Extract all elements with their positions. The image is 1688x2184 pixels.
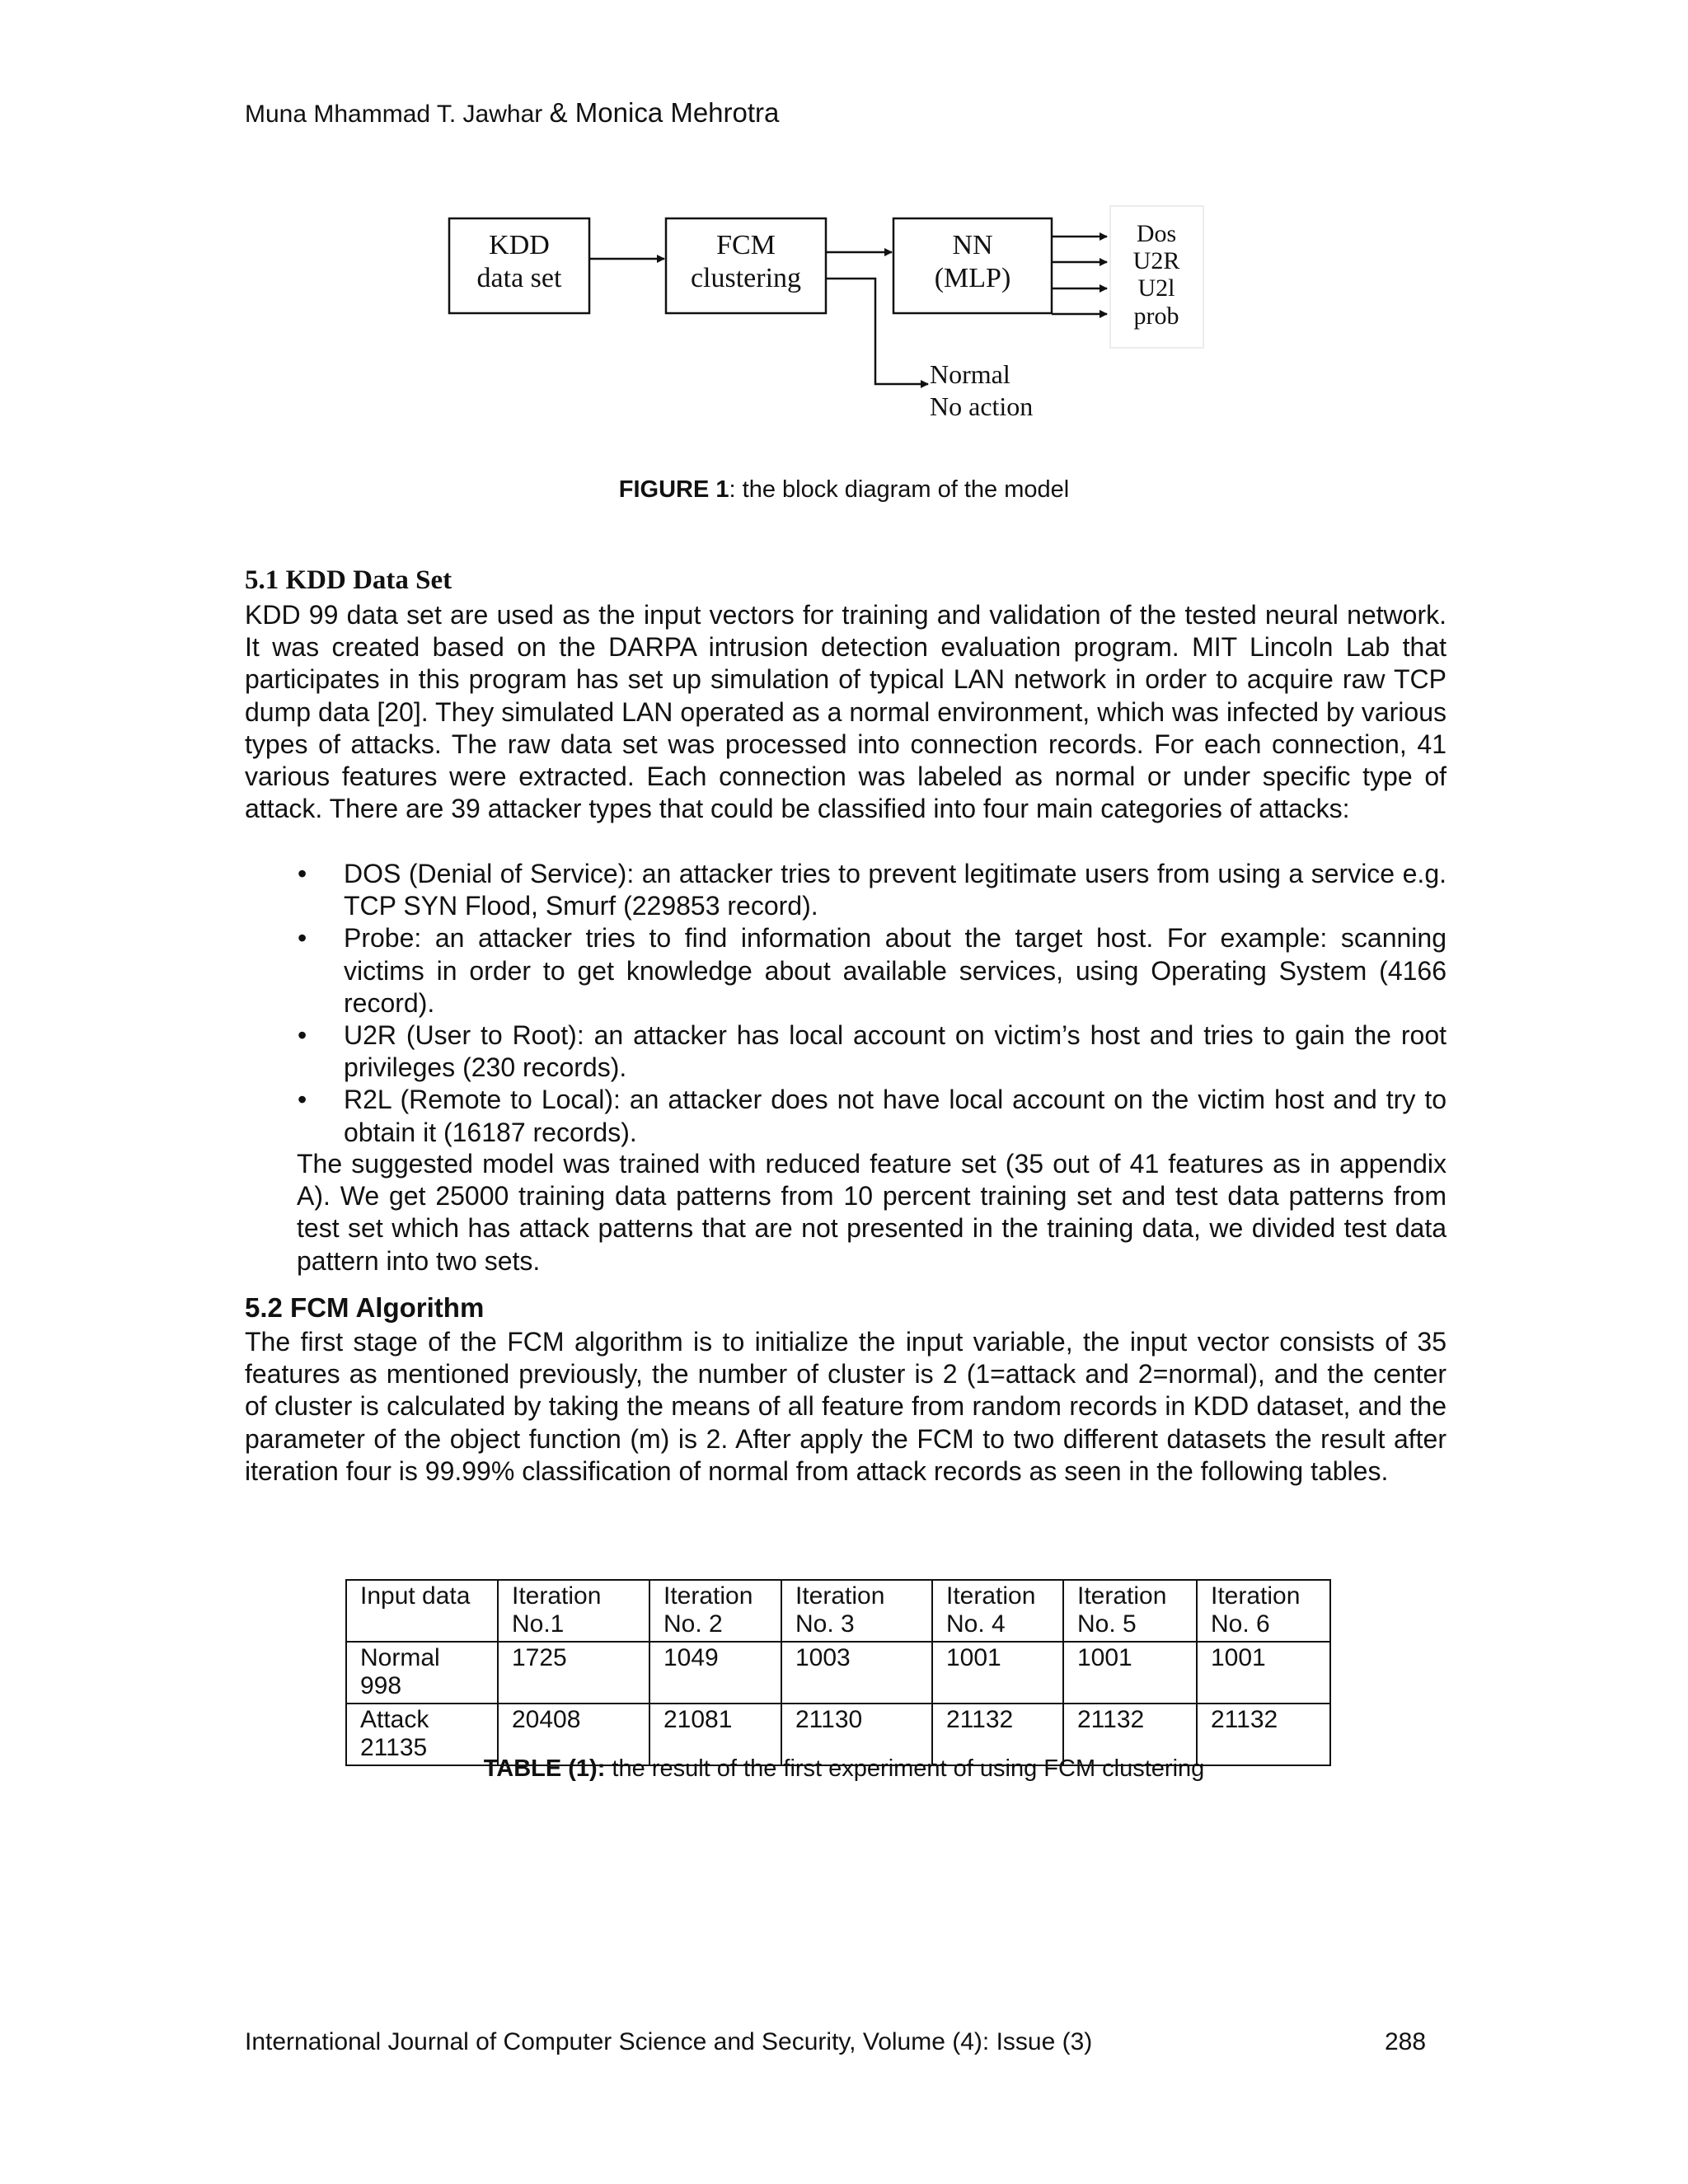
header-cell [781,1580,932,1642]
bullet-icon: • [298,1085,307,1115]
table-caption [0,1755,1688,1783]
normal-label: Normal [930,359,1010,389]
bullet-icon: • [298,1020,307,1051]
row-label-count: 998 [360,1672,402,1699]
section-5-1-heading: 5.1 KDD Data Set [245,565,452,595]
kdd-label-2: data set [476,263,562,293]
table-row [346,1642,1330,1704]
header-cell [498,1580,649,1642]
header-text: No. 2 [663,1610,723,1638]
figure-caption-text: : the block diagram of the model [729,476,1070,503]
table-cell: 1001 [1197,1642,1330,1704]
attack-categories-list [245,858,1447,1149]
kdd-label-1: KDD [489,230,550,260]
section-5-1-closing: The suggested model was trained with reduced feature set (35 out of 41 features as in appendix A). We get 25000 training data patterns from 10 percent training set and test data patterns from test set which has attack patterns that are not presented in the training data, we divided test data pattern into two sets. [297,1149,1447,1276]
header-authors-1: Muna Mhammad T. Jawhar [245,101,543,128]
table-cell: 1049 [649,1642,781,1704]
list-item [245,1019,1447,1084]
list-item-text: R2L (Remote to Local): an attacker does not have local account on the victim host and try to obtain it (16187 records). [344,1085,1447,1147]
table-cell: 21132 [1063,1704,1197,1765]
list-item [245,858,1447,922]
table-caption-text: the result of the first experiment of using FCM clustering [605,1755,1205,1782]
table-cell: 21132 [932,1704,1063,1765]
figure-caption-label: FIGURE 1 [618,476,729,503]
table-cell: 1001 [1063,1642,1197,1704]
list-item-text: Probe: an attacker tries to find information about the target host. For example: scanning victims in order to get knowledge about available services, using Operating System (4166 record). [344,923,1447,1018]
header-text: Iteration [663,1582,753,1610]
no-action-label: No action [930,391,1034,421]
header-text: Iteration [1077,1582,1167,1610]
table-caption-label: TABLE (1): [483,1755,606,1782]
output-u2l: U2l [1137,274,1175,302]
footer-journal: International Journal of Computer Science and Security, Volume (4): Issue (3) [245,2028,1093,2055]
header-cell [1197,1580,1330,1642]
table-cell: 1003 [781,1642,932,1704]
header-text: No. 5 [1077,1610,1137,1638]
list-item-text: U2R (User to Root): an attacker has local account on victim’s host and tries to gain the root privileges (230 records). [344,1020,1447,1083]
header-text: Iteration [795,1582,885,1610]
header-text: No. 3 [795,1610,855,1638]
table-cell: 1001 [932,1642,1063,1704]
row-label-cell [346,1642,498,1704]
figure-caption [0,476,1688,504]
header-text: Iteration [512,1582,602,1610]
section-5-1-paragraph: KDD 99 data set are used as the input vectors for training and validation of the tested neural network. It was created based on the DARPA intrusion detection evaluation program. MIT Lincoln Lab that participates in this program has set up simulation of typical LAN network in order to acquire raw TCP dump data [20]. They simulated LAN operated as a normal environment, which was infected by various types of attacks. The raw data set was processed into connection records. For each connection, 41 various features were extracted. Each connection was labeled as normal or under specific type of attack. There are 39 attacker types that could be classified into four main categories of attacks: [245,600,1447,824]
row-label: Attack [360,1706,429,1733]
table-cell: 20408 [498,1704,649,1765]
list-item [245,922,1447,1019]
table-cell: 21130 [781,1704,932,1765]
row-label-count: 21135 [360,1734,428,1761]
table-cell: 21081 [649,1704,781,1765]
section-5-2-paragraph: The first stage of the FCM algorithm is to initialize the input variable, the input vector consists of 35 features as mentioned previously, the number of cluster is 2 (1=attack and 2=normal), and the center of cluster is calculated by taking the means of all feature from random records in KDD dataset, and the parameter of the object function (m) is 2. After apply the FCM to two different datasets the result after iteration four is 99.99% classification of normal from attack records as seen in the following tables. [245,1327,1447,1486]
arrow-fcm-normal [826,279,928,384]
row-label: Normal [360,1644,440,1671]
nn-label-2: (MLP) [934,263,1011,293]
output-dos: Dos [1136,220,1177,247]
header-authors-2: & Monica Mehrotra [549,97,780,128]
page-number: 288 [1385,2028,1427,2055]
header-text: No. 6 [1211,1610,1270,1638]
header-cell [346,1580,498,1642]
list-item [245,1084,1447,1148]
output-prob: prob [1133,302,1179,330]
nn-label-1: NN [952,230,993,260]
fcm-label-2: clustering [690,263,802,293]
header-cell [932,1580,1063,1642]
table-cell: 21132 [1197,1704,1330,1765]
header-cell [1063,1580,1197,1642]
header-cell [649,1580,781,1642]
block-diagram [0,0,1688,462]
header-text: No. 4 [946,1610,1006,1638]
bullet-icon: • [298,923,307,954]
table-header-row [346,1580,1330,1642]
table-cell: 1725 [498,1642,649,1704]
list-item-text: DOS (Denial of Service): an attacker tries to prevent legitimate users from using a service e.g. TCP SYN Flood, Smurf (229853 record). [344,859,1447,921]
section-5-2-heading: 5.2 FCM Algorithm [245,1292,485,1323]
output-u2r: U2R [1132,247,1180,274]
header-text: Input data [360,1582,471,1610]
header-text: Iteration [946,1582,1036,1610]
header-text: No.1 [512,1610,565,1638]
header-text: Iteration [1211,1582,1301,1610]
results-table [345,1579,1331,1766]
fcm-label-1: FCM [716,230,776,260]
bullet-icon: • [298,859,307,888]
